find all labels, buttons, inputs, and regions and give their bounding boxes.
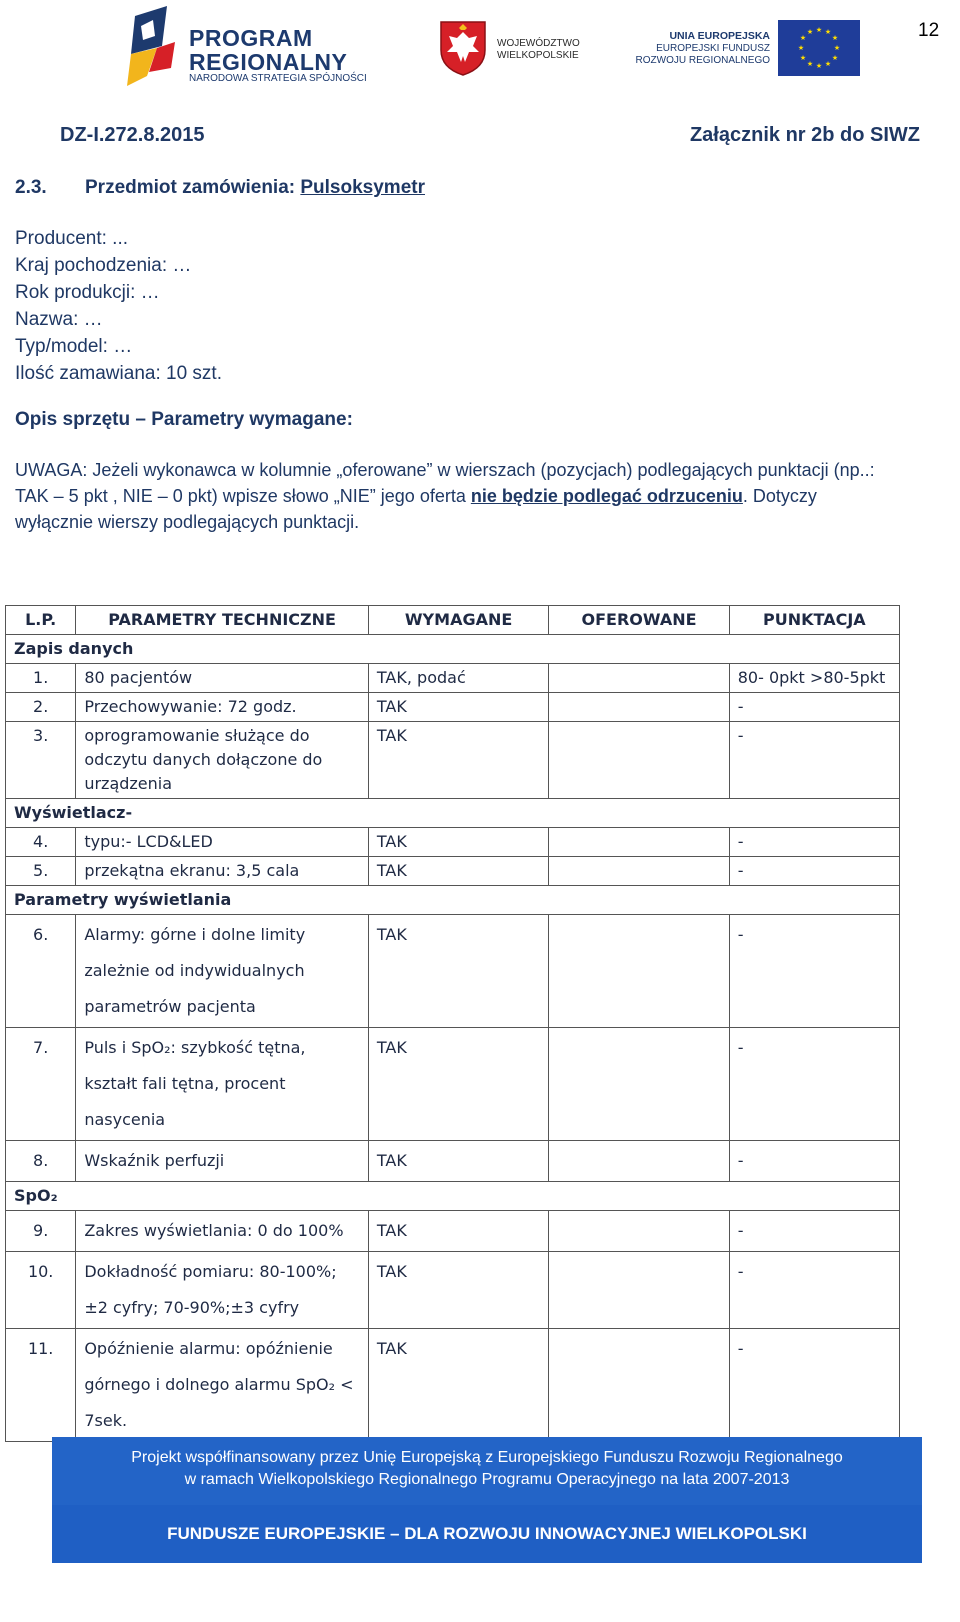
offered-cell[interactable] (549, 1329, 729, 1442)
table-row: 4. typu:- LCD&LED TAK - (6, 828, 900, 857)
funds-banner: FUNDUSZE EUROPEJSKIE – DLA ROZWOJU INNOWACYJNEJ WIELKOPOLSKI (52, 1505, 922, 1563)
table-row: 9. Zakres wyświetlania: 0 do 100% TAK - (6, 1211, 900, 1252)
warning-note: UWAGA: Jeżeli wykonawca w kolumnie „oferowane” w wierszach (pozycjach) podlegających punktacji (np..: TAK – 5 pkt , NIE – 0 pkt) wpisze słowo „NIE” jego oferta nie będzie podlegać odrzuceniu. Dotyczy wyłącznie wierszy podlegających punktacji. (15, 460, 875, 532)
product-info (15, 225, 222, 387)
svg-text:★: ★ (799, 54, 807, 62)
eu-text: UNIA EUROPEJSKA EUROPEJSKI FUNDUSZ ROZWOJU REGIONALNEGO (635, 30, 770, 66)
offered-cell[interactable] (549, 722, 729, 799)
svg-text:★: ★ (799, 34, 807, 42)
warning-emphasis: nie będzie podlegać odrzuceniu (470, 486, 743, 506)
table-header-row (6, 606, 900, 635)
offered-cell[interactable] (549, 915, 729, 1028)
specs-table (5, 605, 900, 1442)
svg-text:★: ★ (815, 26, 823, 34)
svg-text:★: ★ (824, 60, 832, 68)
footer-line: w ramach Wielkopolskiego Regionalnego Programu Operacyjnego na lata 2007-2013 (184, 1471, 790, 1488)
table-row: 11. Opóźnienie alarmu: opóźnienie górnego i dolnego alarmu SpO₂ < 7sek. TAK - (6, 1329, 900, 1442)
info-line: Typ/model: … (15, 336, 133, 357)
wojewodztwo-logo (439, 20, 599, 80)
eu-flag-icon (778, 20, 860, 76)
offered-cell[interactable] (549, 1028, 729, 1141)
program-regionalny-subtitle: NARODOWA STRATEGIA SPÓJNOŚCI (189, 73, 367, 84)
offered-cell[interactable] (549, 828, 729, 857)
page-number: 12 (918, 20, 940, 41)
group-row: SpO₂ (6, 1182, 900, 1211)
table-row: 8. Wskaźnik perfuzji TAK - (6, 1141, 900, 1182)
document-reference: DZ-I.272.8.2015 (60, 124, 205, 146)
group-row: Zapis danych (6, 635, 900, 664)
svg-text:★: ★ (806, 60, 814, 68)
svg-text:★: ★ (797, 44, 805, 52)
section-heading (15, 177, 425, 199)
program-regionalny-mark-icon (127, 6, 177, 86)
offered-cell[interactable] (549, 1141, 729, 1182)
svg-text:★: ★ (831, 54, 839, 62)
table-row: 1. 80 pacjentów TAK, podać 80- 0pkt >80-5pkt (6, 664, 900, 693)
svg-text:★: ★ (831, 34, 839, 42)
svg-text:★: ★ (833, 44, 841, 52)
offered-cell[interactable] (549, 1211, 729, 1252)
offered-cell[interactable] (549, 664, 729, 693)
wojewodztwo-text: WOJEWÓDZTWO WIELKOPOLSKIE (497, 38, 580, 61)
svg-text:★: ★ (815, 62, 823, 70)
header-required: WYMAGANE (368, 606, 548, 635)
offered-cell[interactable] (549, 693, 729, 722)
svg-text:★: ★ (806, 28, 814, 36)
program-regionalny-logo (127, 6, 392, 86)
table-row: 6. Alarmy: górne i dolne limity zależnie od indywidualnych parametrów pacjenta TAK - (6, 915, 900, 1028)
info-line: Ilość zamawiana: 10 szt. (15, 363, 222, 384)
group-row: Wyświetlacz- (6, 799, 900, 828)
offered-cell[interactable] (549, 1252, 729, 1329)
svg-text:★: ★ (824, 28, 832, 36)
table-row: 2. Przechowywanie: 72 godz. TAK - (6, 693, 900, 722)
offered-cell[interactable] (549, 857, 729, 886)
program-regionalny-title: PROGRAM REGIONALNY (189, 25, 348, 75)
info-line: Kraj pochodzenia: … (15, 255, 192, 276)
table-row: 3. oprogramowanie służące do odczytu danych dołączone do urządzenia TAK - (6, 722, 900, 799)
logo-bar (0, 0, 960, 110)
info-line: Producent: ... (15, 228, 129, 249)
group-row: Parametry wyświetlania (6, 886, 900, 915)
section-subject: Pulsoksymetr (300, 177, 425, 198)
table-row: 5. przekątna ekranu: 3,5 cala TAK - (6, 857, 900, 886)
eagle-crest-icon (439, 20, 487, 76)
section-number: 2.3. (15, 177, 47, 198)
eu-logo (620, 20, 870, 80)
footer-line: Projekt współfinansowany przez Unię Europejską z Europejskiego Funduszu Rozwoju Regionalnego (131, 1449, 843, 1466)
header-points: PUNKTACJA (729, 606, 899, 635)
description-heading: Opis sprzętu – Parametry wymagane: (15, 409, 353, 430)
section-label: Przedmiot zamówienia: (85, 177, 301, 198)
header-lp: L.P. (6, 606, 76, 635)
attachment-label: Załącznik nr 2b do SIWZ (689, 124, 920, 146)
info-line: Rok produkcji: … (15, 282, 160, 303)
header-params: PARAMETRY TECHNICZNE (76, 606, 369, 635)
table-row: 7. Puls i SpO₂: szybkość tętna, kształt fali tętna, procent nasycenia TAK - (6, 1028, 900, 1141)
header-offered: OFEROWANE (549, 606, 729, 635)
table-row: 10. Dokładność pomiaru: 80-100%; ±2 cyfry; 70-90%;±3 cyfry TAK - (6, 1252, 900, 1329)
info-line: Nazwa: … (15, 309, 103, 330)
